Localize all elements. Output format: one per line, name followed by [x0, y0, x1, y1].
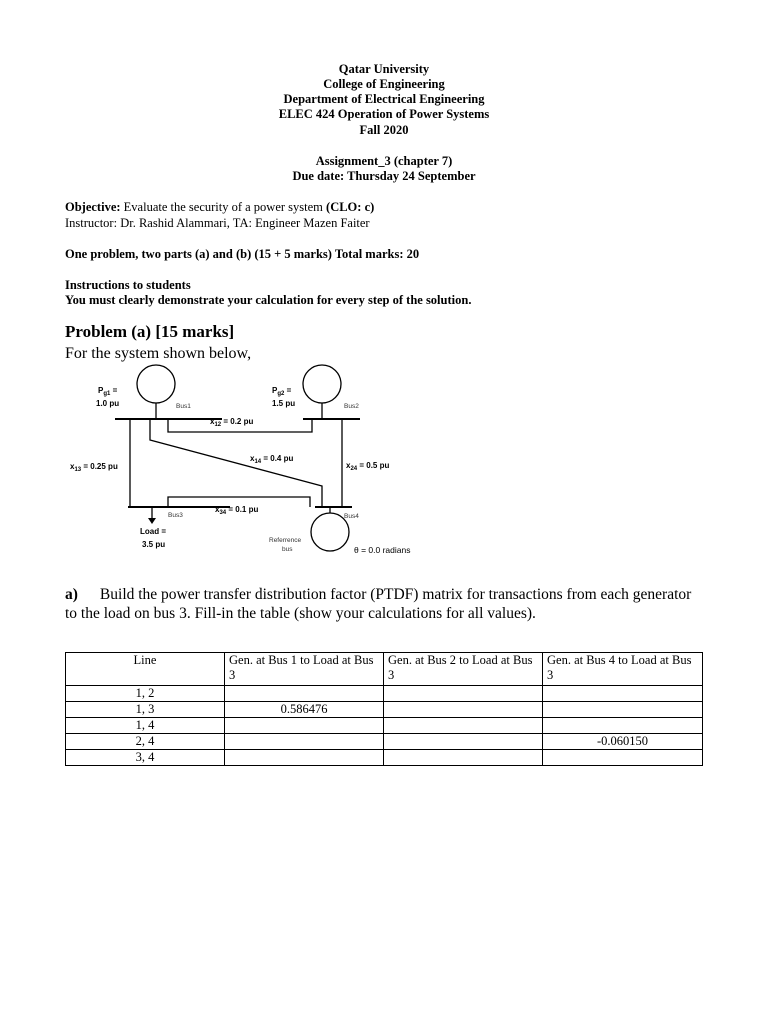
table-header-cell: Gen. at Bus 2 to Load at Bus 3 [384, 653, 543, 686]
table-cell [543, 686, 703, 702]
ptdf-table [65, 652, 703, 766]
problem-intro: For the system shown below, [65, 345, 252, 362]
table-header-cell: Line [66, 653, 225, 686]
instructor-line: Instructor: Dr. Rashid Alammari, TA: Engineer Mazen Faiter [65, 216, 370, 230]
load-label: Load = [140, 527, 167, 536]
x24-label: x [346, 461, 351, 470]
table-row [66, 750, 703, 766]
table-header-row [66, 653, 703, 686]
x14-label: x [250, 454, 255, 463]
header-college: College of Engineering [323, 77, 445, 91]
table-cell [384, 734, 543, 750]
table-cell: 2, 4 [66, 734, 225, 750]
table-row [66, 718, 703, 734]
power-system-diagram [60, 360, 440, 560]
svg-text:x34 = 0.1 pu: $x_{34} = 0.1$ pu [215, 505, 259, 516]
bus2-label: Bus2 [344, 403, 359, 410]
problem-title: Problem (a) [15 marks] [65, 322, 235, 341]
pg2-value: 1.5 pu [272, 399, 296, 408]
header-course: ELEC 424 Operation of Power Systems [278, 107, 490, 121]
theta-label: θ = 0.0 radians [354, 545, 411, 555]
header-university: Qatar University [338, 62, 430, 76]
table-cell [225, 750, 384, 766]
table-cell: -0.060150 [543, 734, 703, 750]
pg1-value: 1.0 pu [96, 399, 120, 408]
table-cell [543, 702, 703, 718]
reference-bus-label: Referrence [269, 537, 302, 544]
header-department: Department of Electrical Engineering [283, 92, 485, 106]
bus4-label: Bus4 [344, 513, 359, 520]
table-cell: 1, 3 [66, 702, 225, 718]
table-cell [384, 686, 543, 702]
x34-label: x [215, 505, 220, 514]
table-row [66, 734, 703, 750]
part-a-label: a) [65, 586, 78, 603]
bus1-label: Bus1 [176, 403, 191, 410]
svg-text:x14 = 0.4 pu: $x_{14} = 0.4$ pu [250, 454, 294, 465]
instructions-title: Instructions to students [65, 278, 191, 292]
svg-text:bus: bus [282, 546, 293, 553]
table-row [66, 702, 703, 718]
svg-text:Pg1 =: $P_{g1}$ = [98, 386, 118, 397]
table-header-cell: Gen. at Bus 4 to Load at Bus 3 [543, 653, 703, 686]
load-value: 3.5 pu [142, 540, 166, 549]
part-a-body: Build the power transfer distribution factor (PTDF) matrix for transactions from each generator to the load on bus 3. Fill-in the table (show your calculations for all values). [65, 586, 692, 622]
table-cell [543, 718, 703, 734]
instructions-text: You must clearly demonstrate your calculation for every step of the solution. [65, 293, 472, 307]
table-cell [225, 734, 384, 750]
due-date: Due date: Thursday 24 September [292, 169, 476, 183]
objective-clo: (CLO: c) [326, 200, 375, 214]
objective-line [65, 200, 374, 216]
marks-line: One problem, two parts (a) and (b) (15 + 5 marks) Total marks: 20 [65, 247, 420, 261]
table-cell [384, 702, 543, 718]
svg-text:Pg2 =: $P_{g2}$ = [272, 386, 292, 397]
pg2-symbol: P [272, 386, 278, 395]
table-cell: 1, 4 [66, 718, 225, 734]
table-cell [225, 686, 384, 702]
table-row [66, 686, 703, 702]
header-term: Fall 2020 [359, 123, 409, 137]
svg-text:x24 = 0.5 pu: $x_{24} = 0.5$ pu [346, 461, 390, 472]
part-a-text [65, 585, 705, 623]
pg1-symbol: P [98, 386, 104, 395]
table-cell [384, 750, 543, 766]
x12-label: x [210, 417, 215, 426]
table-cell: 0.586476 [225, 702, 384, 718]
bus3-label: Bus3 [168, 512, 183, 519]
assignment-title: Assignment_3 (chapter 7) [315, 154, 453, 168]
table-cell [384, 718, 543, 734]
objective-label: Objective: [65, 200, 121, 214]
svg-text:x13 = 0.25 pu: $x_{13} = 0.25$ pu [70, 462, 118, 473]
generator-1-symbol [137, 365, 175, 403]
table-header-cell: Gen. at Bus 1 to Load at Bus 3 [225, 653, 384, 686]
table-cell: 1, 2 [66, 686, 225, 702]
generator-2-symbol [303, 365, 341, 403]
x13-label: x [70, 462, 75, 471]
objective-text: Evaluate the security of a power system [120, 200, 327, 214]
table-cell: 3, 4 [66, 750, 225, 766]
table-cell [543, 750, 703, 766]
table-cell [225, 718, 384, 734]
svg-text:x12 = 0.2 pu: $x_{12} = 0.2$ pu [210, 417, 254, 428]
